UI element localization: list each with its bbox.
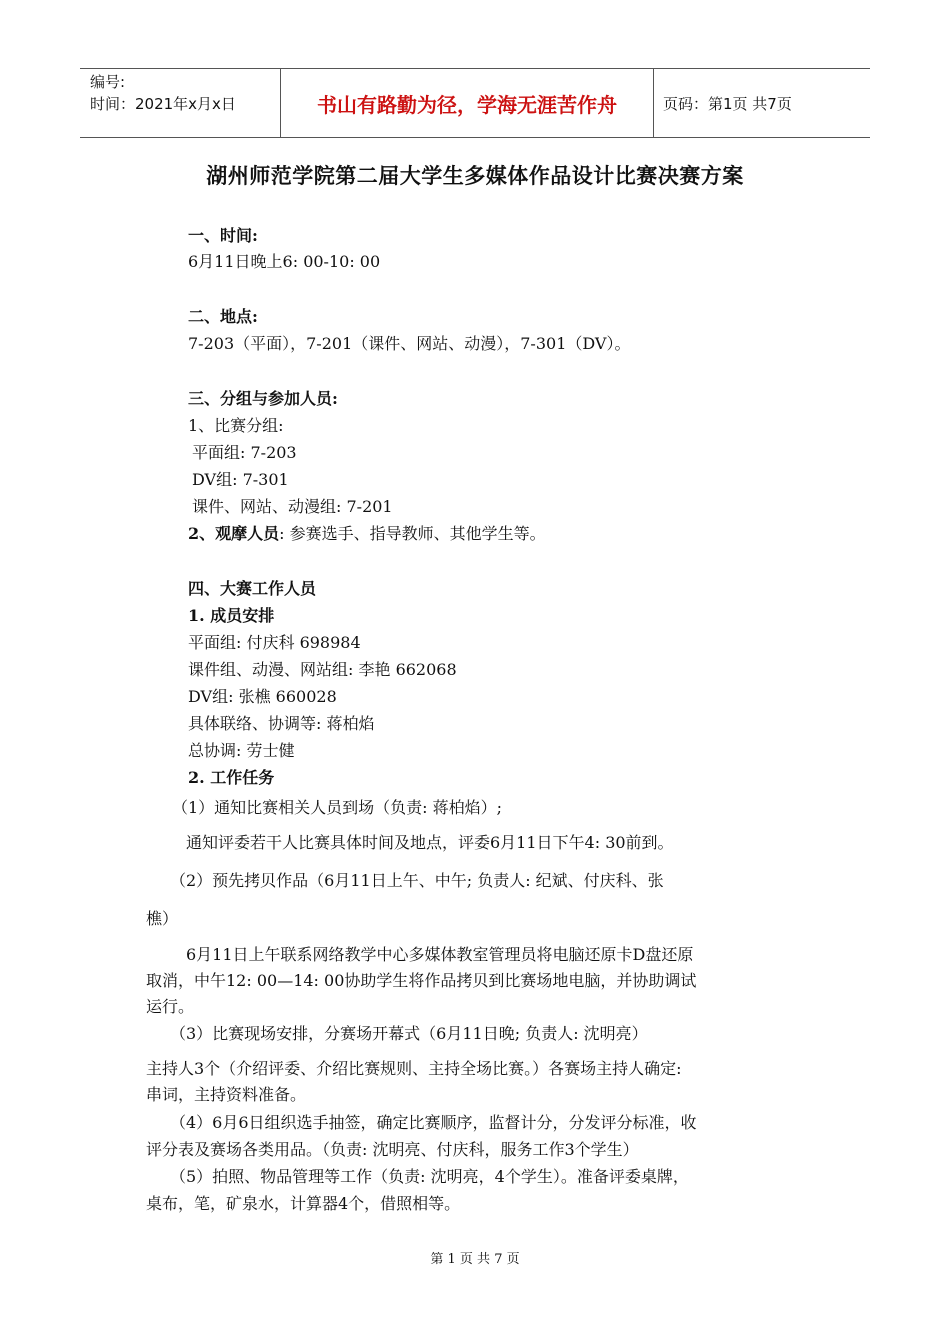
page-footer: 第 1 页 共 7 页: [430, 1252, 520, 1267]
task-5-detail: 桌布，笔，矿泉水，计算器4个，借照相等。: [146, 1194, 461, 1213]
group-dv: DV组: 7-301: [192, 470, 289, 489]
time-label: 时间：2021年x月x日: [90, 95, 236, 113]
task-2-cont: 樵）: [146, 909, 179, 928]
section-2-text: 7-203（平面），7-201（课件、网站、动漫），7-301（DV）。: [188, 334, 631, 353]
document-title: 湖州师范学院第二届大学生多媒体作品设计比赛决赛方案: [206, 163, 744, 188]
group-courseware: 课件、网站、动漫组: 7-201: [192, 497, 393, 516]
section-4-sub1: 1. 成员安排: [188, 606, 275, 625]
section-3-sub1: 1、比赛分组:: [188, 416, 284, 435]
section-1-text: 6月11日晚上6: 00-10: 00: [188, 252, 381, 271]
task-3-detail-2: 串词，主持资料准备。: [146, 1085, 307, 1104]
number-label: 编号:: [90, 73, 126, 91]
task-2-detail-1: 6月11日上午联系网络教学中心多媒体教室管理员将电脑还原卡D盘还原: [186, 945, 694, 964]
header-page-info: 页码：第1页 共7页: [663, 94, 792, 113]
task-1: （1）通知比赛相关人员到场（负责: 蒋柏焰）;: [172, 798, 503, 817]
section-3-sub2: [188, 521, 546, 544]
section-4-sub2: 2. 工作任务: [188, 768, 275, 787]
section-1-heading: 一、时间:: [188, 226, 258, 245]
observers-label: 2、观摩人员: [188, 524, 280, 543]
group-plane: 平面组: 7-203: [192, 443, 297, 462]
member-plane: 平面组: 付庆科 698984: [188, 633, 361, 652]
member-dv: DV组: 张樵 660028: [188, 687, 337, 706]
section-2-heading: 二、地点:: [188, 307, 258, 326]
task-2-detail-2: 取消，中午12: 00—14: 00协助学生将作品拷贝到比赛场地电脑，并协助调试: [146, 971, 697, 990]
task-4-detail: 评分表及赛场各类用品。（负责: 沈明亮、付庆科，服务工作3个学生）: [146, 1140, 639, 1159]
task-2-detail-3: 运行。: [146, 997, 195, 1016]
member-courseware: 课件组、动漫、网站组: 李艳 662068: [188, 660, 457, 679]
header-motto: 书山有路勤为径，学海无涯苦作舟: [281, 69, 654, 137]
section-4-heading: 四、大赛工作人员: [188, 579, 317, 598]
observers-text: : 参赛选手、指导教师、其他学生等。: [279, 524, 546, 543]
task-3: （3）比赛现场安排，分赛场开幕式（6月11日晚; 负责人: 沈明亮）: [170, 1024, 648, 1043]
member-liaison: 具体联络、协调等: 蒋柏焰: [188, 714, 375, 733]
member-coordinator: 总协调: 劳士健: [188, 741, 295, 760]
task-4: （4）6月6日组织选手抽签，确定比赛顺序，监督计分，分发评分标准，收: [170, 1113, 697, 1132]
task-3-detail-1: 主持人3个（介绍评委、介绍比赛规则、主持全场比赛。）各赛场主持人确定:: [146, 1059, 682, 1078]
header-meta: [80, 69, 281, 137]
task-5: （5）拍照、物品管理等工作（负责: 沈明亮，4个学生）。准备评委桌牌，: [170, 1167, 689, 1186]
page-header: [80, 68, 870, 138]
section-3-heading: 三、分组与参加人员:: [188, 389, 338, 408]
task-2: （2）预先拷贝作品（6月11日上午、中午; 负责人: 纪斌、付庆科、张: [170, 871, 664, 890]
task-1-detail: 通知评委若干人比赛具体时间及地点，评委6月11日下午4: 30前到。: [186, 833, 674, 852]
